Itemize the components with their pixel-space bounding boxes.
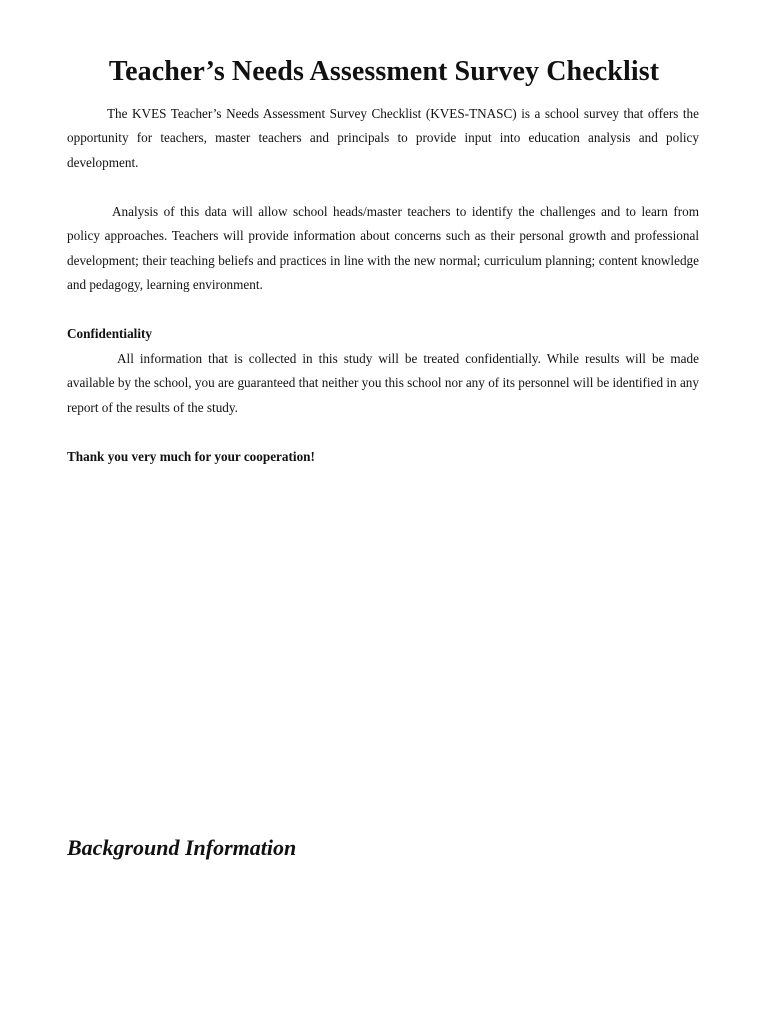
background-information-heading: Background Information <box>67 835 297 860</box>
confidentiality-paragraph: All information that is collected in this study will be treated confidentially. While results will be made available by the school, you are guaranteed that neither you this school nor any of its personnel will be identified in any report of the results of the study. <box>67 351 699 415</box>
document-title: Teacher’s Needs Assessment Survey Checklist <box>108 56 660 87</box>
thank-you-note: Thank you very much for your cooperation! <box>67 449 315 464</box>
intro-paragraph: The KVES Teacher’s Needs Assessment Survey Checklist (KVES-TNASC) is a school survey that offers the opportunity for teachers, master teachers and principals to provide input into education analysis and policy development. <box>67 106 699 170</box>
analysis-paragraph: Analysis of this data will allow school heads/master teachers to identify the challenges and to learn from policy approaches. Teachers will provide information about concerns such as their personal growth and professional development; their teaching beliefs and practices in line with the new normal; curriculum planning; content knowledge and pedagogy, learning environment. <box>67 204 699 293</box>
confidentiality-heading: Confidentiality <box>67 326 152 341</box>
